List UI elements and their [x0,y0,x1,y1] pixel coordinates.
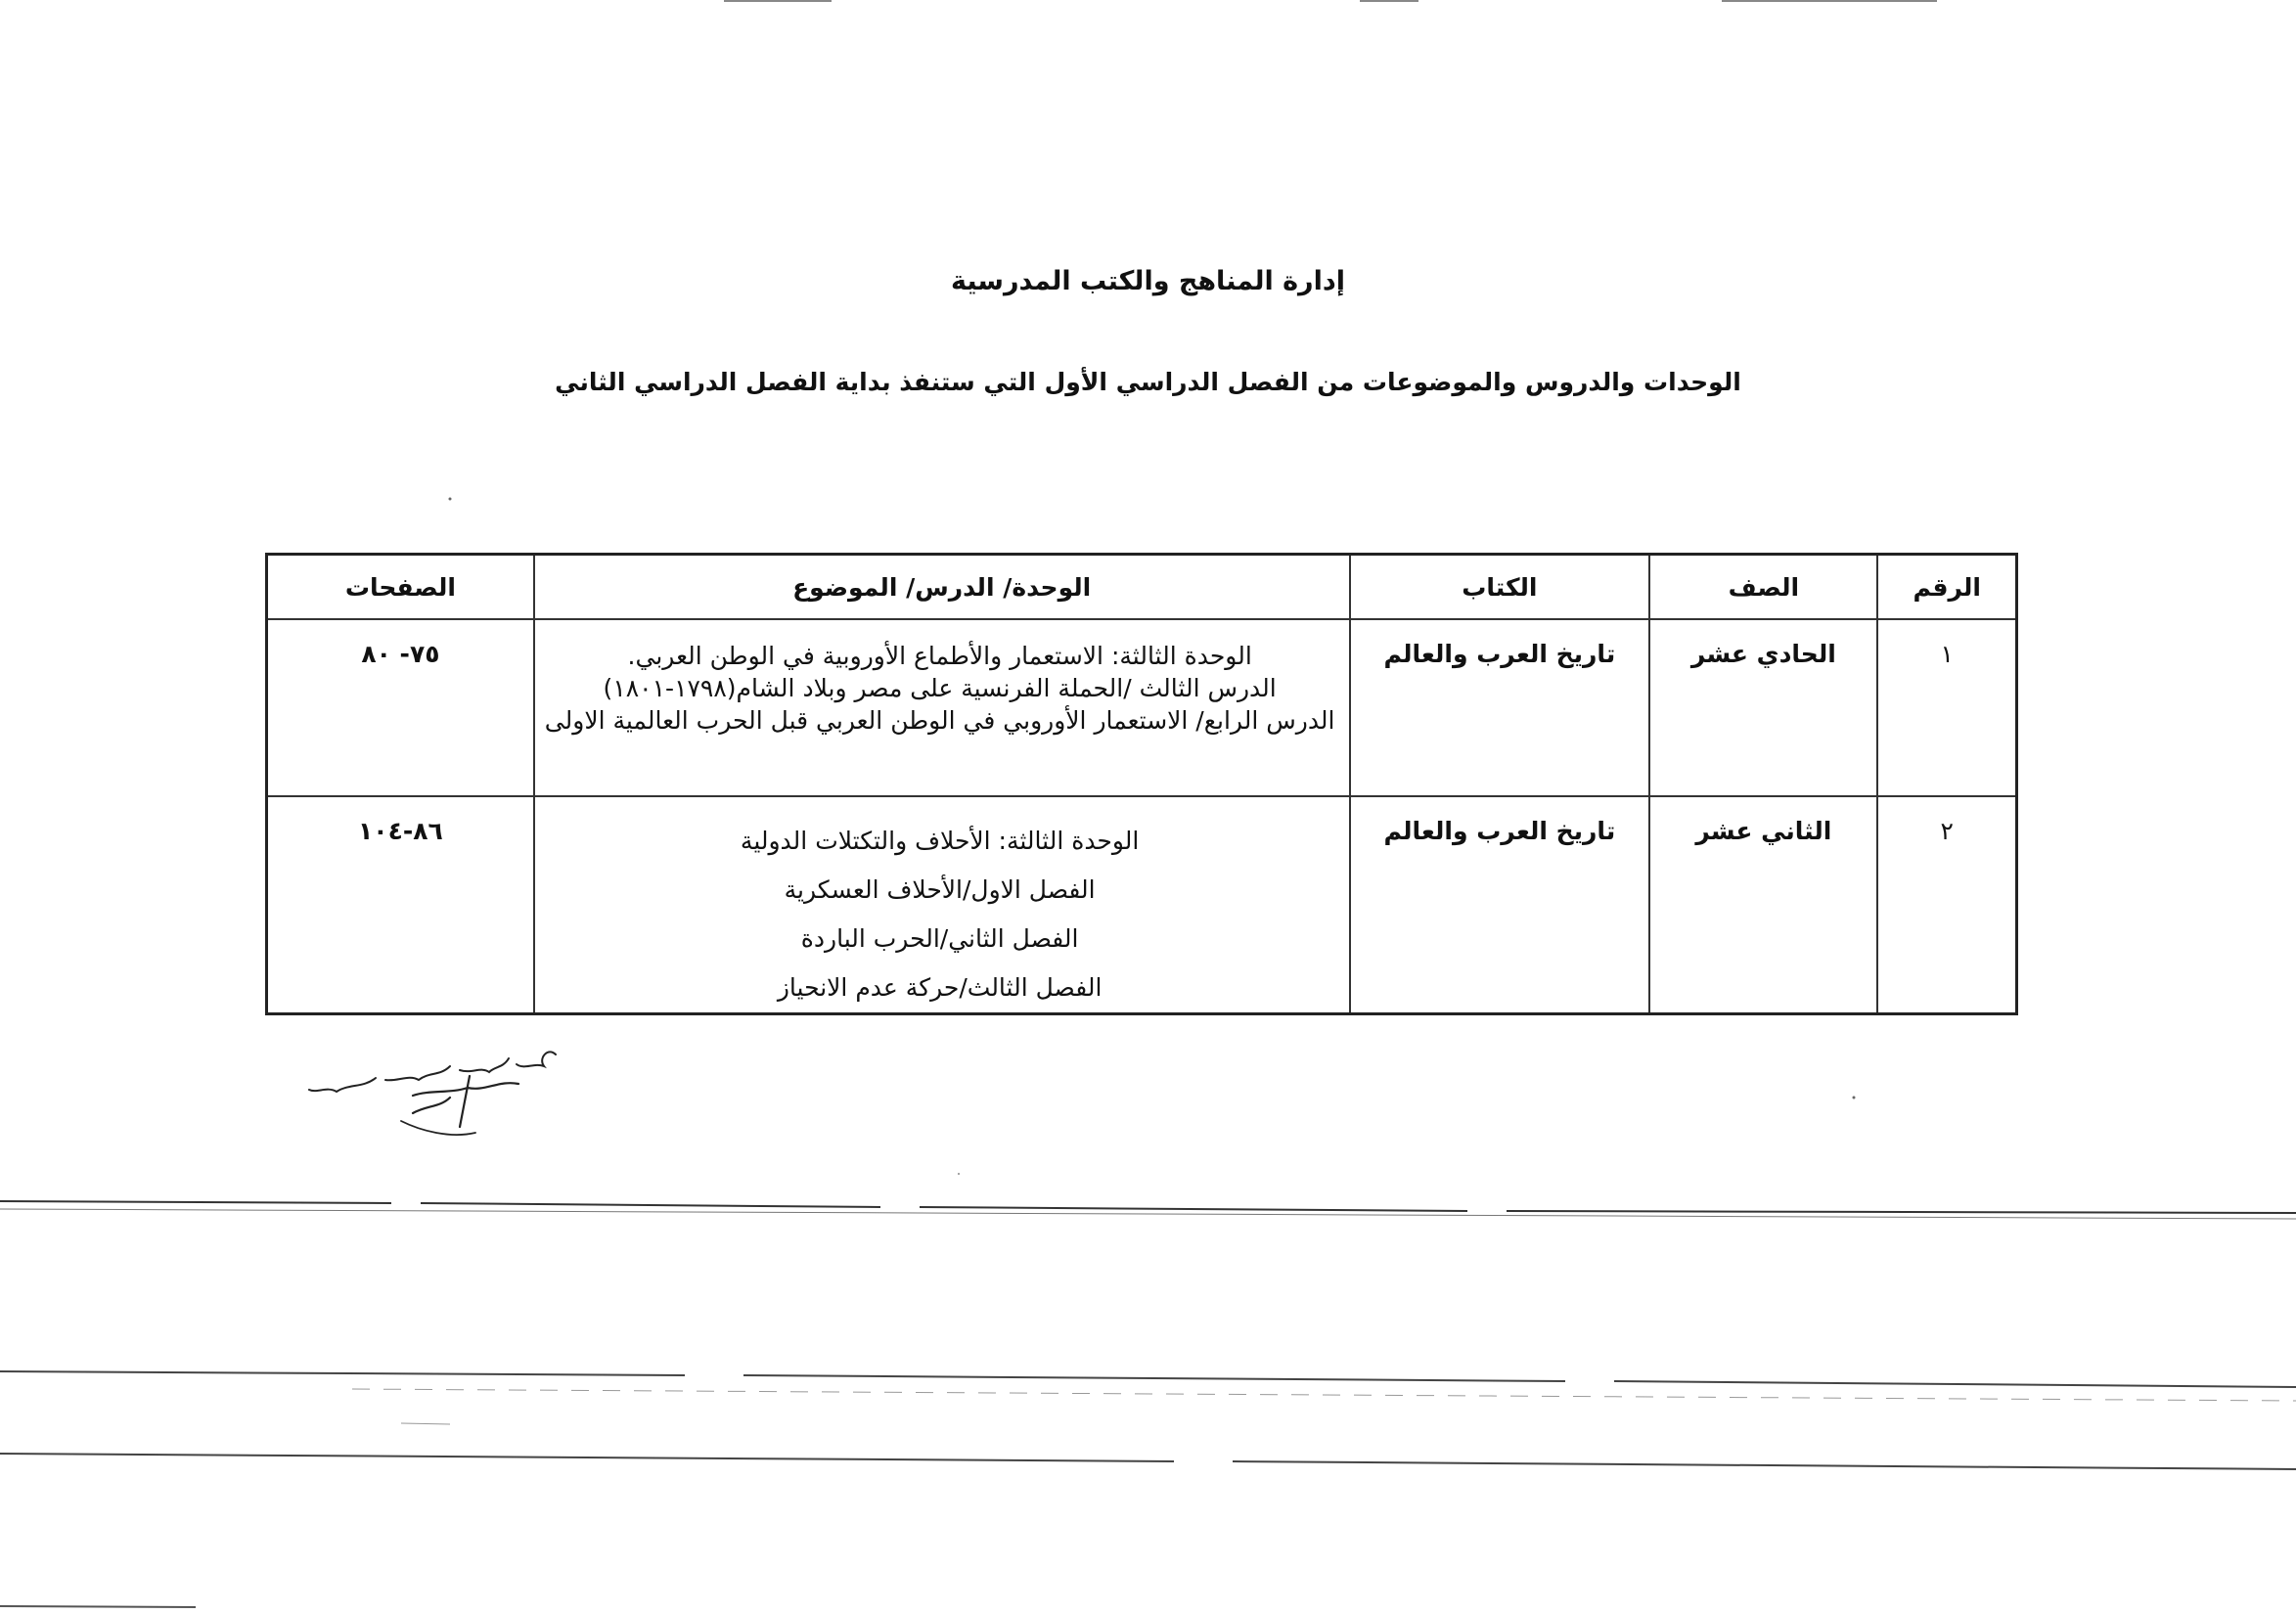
row-book: تاريخ العرب والعالم [1350,619,1650,796]
row-book: تاريخ العرب والعالم [1350,796,1650,1014]
page-subtitle: الوحدات والدروس والموضوعات من الفصل الدراسي الأول التي ستنفذ بداية الفصل الدراسي الثاني [555,368,1741,396]
row-number: ١ [1877,619,2016,796]
header-book: الكتاب [1350,555,1650,620]
topic-line: الدرس الثالث /الحملة الفرنسية على مصر وبلاد الشام(١٧٩٨-١٨٠١) [603,674,1277,702]
topic-line: الفصل الثالث/حركة عدم الانحياز [777,973,1103,1002]
header-number: الرقم [1877,555,2016,620]
topic-line: الدرس الرابع/ الاستعمار الأوروبي في الوطن العربي قبل الحرب العالمية الاولى [544,706,1335,735]
row-pages: ٨٦-١٠٤ [267,796,534,1014]
row-grade: الحادي عشر [1649,619,1877,796]
row-pages: ٧٥- ٨٠ [267,619,534,796]
header-grade: الصف [1649,555,1877,620]
row-number: ٢ [1877,796,2016,1014]
row-grade: الثاني عشر [1649,796,1877,1014]
page-title: إدارة المناهج والكتب المدرسية [951,266,1345,296]
topic-line: الوحدة الثالثة: الأحلاف والتكتلات الدولية [740,827,1140,855]
header-topic: الوحدة/ الدرس/ الموضوع [534,555,1350,620]
topic-line: الوحدة الثالثة: الاستعمار والأطماع الأوروبية في الوطن العربي. [627,642,1252,670]
topic-line: الفصل الاول/الأحلاف العسكرية [784,875,1096,904]
topic-line: الفصل الثاني/الحرب الباردة [800,924,1079,953]
header-pages: الصفحات [267,555,534,620]
